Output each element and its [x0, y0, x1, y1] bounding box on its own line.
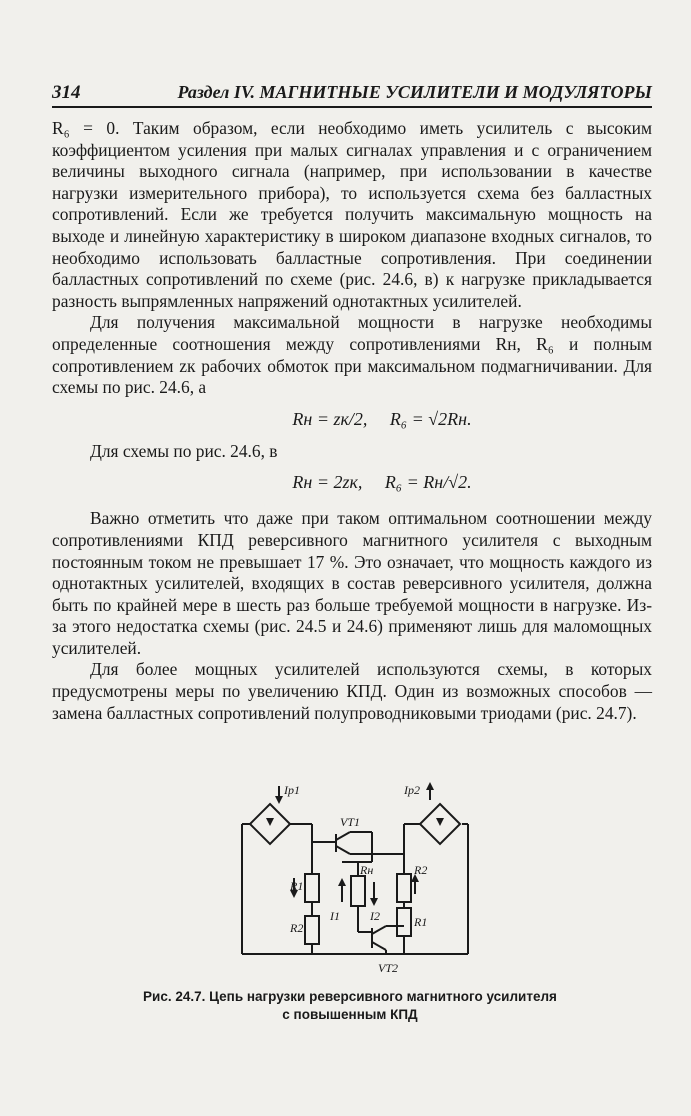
label-i1: I1 — [330, 909, 340, 923]
label-r1-left: R1 — [290, 879, 304, 893]
formula-2: Rн = 2zк, R₆ = Rн/√2. — [292, 472, 472, 493]
ip1-arrow-icon — [275, 796, 283, 804]
ip2-arrow-icon — [426, 782, 434, 790]
label-vt1: VT1 — [340, 815, 361, 829]
caption-line-2: с повышенным КПД — [282, 1007, 418, 1022]
label-r2-left: R2 — [290, 921, 304, 935]
left-diode-icon — [266, 818, 274, 826]
i1-arrow-icon — [338, 878, 346, 886]
right-diode-icon — [436, 818, 444, 826]
formula-1: Rн = zк/2, R₆ = √2Rн. — [292, 408, 472, 429]
caption-line-1: Рис. 24.7. Цепь нагрузки реверсивного магнитного усилителя — [143, 989, 557, 1004]
label-ip1: Iр1 — [284, 783, 300, 797]
i2-arrow-icon — [370, 898, 378, 906]
figure-caption — [90, 988, 610, 1024]
label-r1-right: R1 — [414, 915, 428, 929]
page-number: 314 — [52, 82, 81, 103]
paragraph-4: Важно отметить что даже при таком оптимальном соотношении между сопротивлениями КПД реверсивного магнитного усилителя с выходным постоянным током не превышает 17 %. Это означает, что мощность каждого из однотактных усилителей, входящих в состав реверсивного усилителя, должна быть по крайней мере в шесть раз больше требуемой мощности в нагрузке. Из-за этого недостатка схемы (рис. 24.5 и 24.6) применяют лишь для маломощных усилителей. — [52, 508, 652, 658]
section-title: Раздел IV. МАГНИТНЫЕ УСИЛИТЕЛИ И МОДУЛЯТОРЫ — [177, 82, 652, 102]
label-r2-right: R2 — [414, 863, 428, 877]
main-text — [52, 118, 652, 724]
label-ip2: Iр2 — [404, 783, 420, 797]
paragraph-5: Для более мощных усилителей используются схемы, в которых предусмотрены меры по увеличению КПД. Один из возможных способов — замена балластных сопротивлений полупроводниковыми триодами (рис. 24.7). — [52, 659, 652, 723]
running-header — [52, 80, 652, 108]
paragraph-2: Для получения максимальной мощности в нагрузке необходимы определенные соотношения между сопротивлениями Rн, R₆ и полным сопротивлением zк рабочих обмоток при максимальном подмагничивании. Для схемы по рис. 24.6, а — [52, 312, 652, 398]
paragraph-1: R₆ = 0. Таким образом, если необходимо иметь усилитель с высоким коэффициентом усиления при малых сигналах управления и с ограничением величины выходного сигнала (например, при использовании в качестве нагрузки измерительного прибора), то используется схема без балластных сопротивлений. Если же требуется получить максимальную мощность на выходе и линейную характеристику в широком диапазоне входных сигналов, то необходимо использовать балластные сопротивления. При соединении балластных сопротивлений по схеме (рис. 24.6, в) к нагрузке прикладывается разность выпрямленных напряжений однотактных усилителей. — [52, 118, 652, 311]
paragraph-3: Для схемы по рис. 24.6, в — [90, 440, 278, 461]
label-rn: Rн — [360, 863, 374, 877]
circuit-svg — [232, 782, 472, 982]
circuit-diagram — [232, 782, 472, 982]
label-i2: I2 — [370, 909, 380, 923]
label-vt2: VT2 — [378, 961, 399, 975]
